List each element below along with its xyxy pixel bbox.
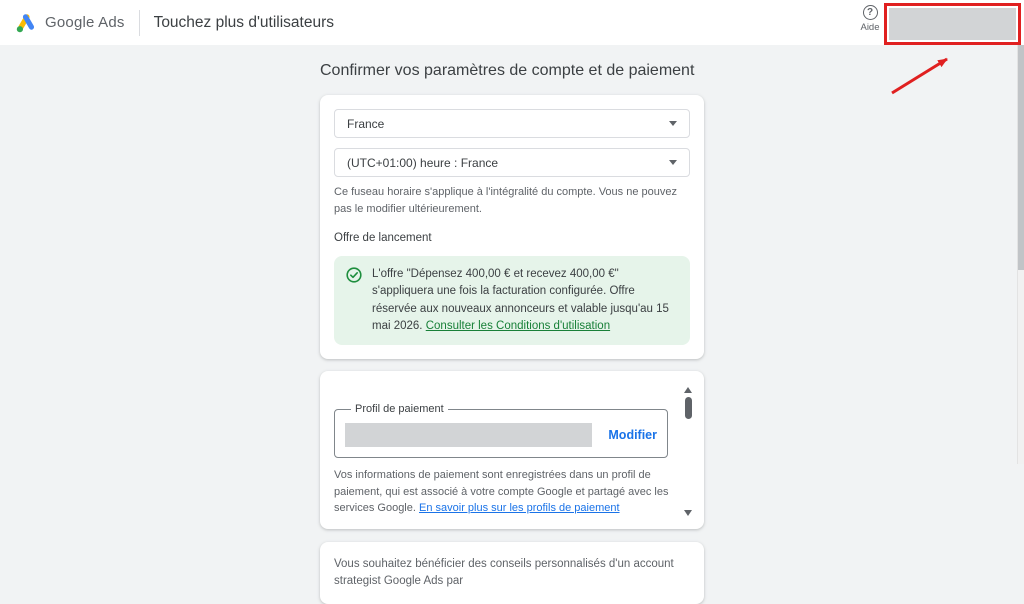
timezone-select-value: (UTC+01:00) heure : France	[347, 156, 498, 170]
offer-notice-banner	[334, 256, 690, 345]
payment-profiles-learn-more-link[interactable]: En savoir plus sur les profils de paiement	[419, 502, 620, 514]
page-heading: Confirmer vos paramètres de compte et de paiement	[320, 62, 704, 80]
offer-label: Offre de lancement	[334, 232, 690, 244]
help-button[interactable]	[854, 5, 886, 33]
chevron-down-icon	[669, 160, 677, 165]
modify-button[interactable]: Modifier	[608, 428, 657, 442]
account-settings-card	[320, 95, 704, 359]
strategist-text: Vous souhaitez bénéficier des conseils personnalisés d'un account strategist Google Ads par	[334, 556, 690, 591]
payment-profile-row	[345, 423, 657, 447]
redacted-account-info	[889, 8, 1016, 40]
scroll-down-icon[interactable]	[684, 510, 692, 516]
redacted-payment-profile	[345, 423, 592, 447]
scroll-up-icon[interactable]	[684, 387, 692, 393]
offer-notice-body: L'offre "Dépensez 400,00 € et recevez 400,00 €" s'appliquera une fois la facturation configurée. Offre réservée aux nouveaux annonceurs et valable jusqu'au 15 mai 2026.	[372, 268, 669, 332]
card-scrollbar[interactable]	[683, 387, 693, 516]
help-icon: ?	[863, 5, 878, 20]
payment-profile-legend: Profil de paiement	[351, 403, 448, 415]
payment-note	[334, 467, 690, 517]
brand-wordmark: Google Ads	[45, 14, 125, 31]
chevron-down-icon	[669, 121, 677, 126]
help-label: Aide	[860, 22, 879, 33]
main-content	[320, 62, 704, 604]
terms-link[interactable]: Consulter les Conditions d'utilisation	[426, 320, 610, 332]
page-scrollbar[interactable]	[1017, 45, 1024, 464]
strategist-card	[320, 542, 704, 604]
card-scrollbar-thumb[interactable]	[685, 397, 692, 419]
annotation-highlight-box	[884, 3, 1021, 45]
top-app-bar	[0, 0, 1024, 45]
payment-profile-card	[320, 371, 704, 529]
annotation-arrow-icon	[884, 48, 974, 100]
timezone-note: Ce fuseau horaire s'applique à l'intégralité du compte. Vous ne pouvez pas le modifier ultérieurement.	[334, 184, 690, 217]
payment-profile-fieldset	[334, 403, 668, 458]
timezone-select[interactable]	[334, 148, 690, 177]
check-circle-icon	[346, 267, 362, 283]
page-scrollbar-thumb[interactable]	[1018, 45, 1024, 270]
payment-note-body: Vos informations de paiement sont enregistrées dans un profil de paiement, qui est associé à votre compte Google et partagé avec les services Google.	[334, 469, 668, 514]
header-divider	[139, 10, 140, 36]
google-ads-logo-icon	[14, 11, 38, 35]
country-select[interactable]	[334, 109, 690, 138]
offer-notice-text	[372, 266, 678, 335]
country-select-value: France	[347, 117, 384, 131]
page-title: Touchez plus d'utilisateurs	[154, 14, 334, 32]
